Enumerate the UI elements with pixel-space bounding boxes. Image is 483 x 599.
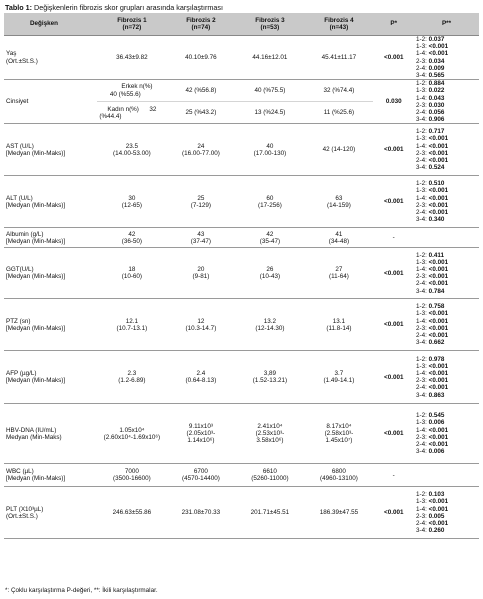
header-fibrozis-4: Fibrozis 4 (n=43) — [304, 13, 373, 36]
table-row-hbv — [4, 404, 479, 464]
row-label-wbc: WBC (µL) [Medyan (Min-Maks)] — [4, 464, 97, 487]
cell-yas-f1: 36.43±9.82 — [97, 36, 166, 80]
cell-yas-f2: 40.10±9.76 — [166, 36, 235, 80]
table-row-wbc — [4, 464, 479, 487]
cell-ggt-p: <0.001 — [373, 248, 414, 299]
cell-alt-pairwise — [414, 176, 479, 228]
cell-plt-p: <0.001 — [373, 487, 414, 539]
table-caption — [5, 3, 223, 12]
cell-alt-f2: 25 (7-129) — [166, 176, 235, 228]
pairwise-p-value: 1-4: <0.001 — [416, 266, 449, 274]
row-label-cinsiyet: Cinsiyet — [4, 80, 97, 124]
row-label-ast: AST (U/L) [Medyan (Min-Maks)] — [4, 124, 97, 176]
pairwise-p-value: 2-3: <0.001 — [416, 324, 449, 332]
cell-erkek-f3: 40 (%75.5) — [235, 80, 304, 102]
cell-ggt-f1: 18 (10-60) — [97, 248, 166, 299]
cell-hbv-pairwise — [414, 404, 479, 464]
pairwise-p-value: 1-3: <0.001 — [416, 43, 449, 51]
cell-hbv-p: <0.001 — [373, 404, 414, 464]
row-label-yas: Yaş (Ort.±St.S.) — [4, 36, 97, 80]
pairwise-p-value: 3-4: 0.662 — [416, 339, 445, 347]
cell-erkek-f4: 32 (%74.4) — [304, 80, 373, 102]
pairwise-p-value: 2-3: 0.005 — [416, 512, 445, 520]
pairwise-p-value: 2-3: <0.001 — [416, 273, 449, 281]
pairwise-p-value: 1-2: 0.037 — [416, 36, 445, 43]
pairwise-p-value: 3-4: 0.906 — [416, 116, 445, 124]
pairwise-p-value: 3-4: 0.260 — [416, 527, 445, 535]
pairwise-p-value: 1-2: 0.884 — [416, 80, 445, 88]
header-variable: Değişken — [4, 13, 97, 36]
pairwise-p-value: 2-4: <0.001 — [416, 156, 449, 164]
cell-albumin-f4: 41 (34-48) — [304, 228, 373, 248]
table-row-ast — [4, 124, 479, 176]
header-fibrozis-3: Fibrozis 3 (n=53) — [235, 13, 304, 36]
header-p: P* — [373, 13, 414, 36]
table-row-cinsiyet-erkek — [4, 80, 479, 102]
cell-hbv-f1: 1.05x10⁴ (2.60x10⁴-1.69x10⁶) — [97, 404, 166, 464]
cell-wbc-f1: 7000 (3500-16600) — [97, 464, 166, 487]
cell-ast-f3: 40 (17.00-130) — [235, 124, 304, 176]
cell-wbc-p: - — [373, 464, 414, 487]
cell-yas-f4: 45.41±11.17 — [304, 36, 373, 80]
cell-wbc-pairwise — [414, 464, 479, 487]
header-fibrozis-2: Fibrozis 2 (n=74) — [166, 13, 235, 36]
pairwise-p-value: 1-2: 0.758 — [416, 303, 445, 311]
table-row-afp — [4, 351, 479, 404]
row-label-albumin: Albumin (g/L) [Medyan (Min-Maks)] — [4, 228, 97, 248]
table-row-albumin — [4, 228, 479, 248]
cell-yas-f3: 44.16±12.01 — [235, 36, 304, 80]
pairwise-p-value: 2-4: <0.001 — [416, 440, 449, 448]
cell-albumin-f2: 43 (37-47) — [166, 228, 235, 248]
cell-ggt-pairwise — [414, 248, 479, 299]
pairwise-p-value: 1-2: 0.978 — [416, 355, 445, 363]
pairwise-p-value: 1-2: 0.510 — [416, 180, 445, 188]
cell-afp-f2: 2.4 (0.64-8.13) — [166, 351, 235, 404]
cell-alt-f1: 30 (12-65) — [97, 176, 166, 228]
pairwise-p-value: 1-3: 0.006 — [416, 419, 445, 427]
pairwise-p-value: 1-3: 0.022 — [416, 87, 445, 95]
row-label-afp: AFP (µg/L) [Medyan (Min-Maks)] — [4, 351, 97, 404]
cell-afp-f4: 3.7 (1.49-14.1) — [304, 351, 373, 404]
pairwise-p-value: 2-3: <0.001 — [416, 377, 449, 385]
pairwise-p-value: 3-4: 0.006 — [416, 448, 445, 456]
cell-ptz-f1: 12.1 (10.7-13.1) — [97, 299, 166, 351]
pairwise-p-value: 1-4: <0.001 — [416, 317, 449, 325]
row-label-ptz: PTZ (sn) [Medyan (Min-Maks)] — [4, 299, 97, 351]
pairwise-p-value: 2-3: <0.001 — [416, 201, 449, 209]
pairwise-p-value: 1-4: <0.001 — [416, 426, 449, 434]
row-label-alt: ALT (U/L) [Medyan (Min-Maks)] — [4, 176, 97, 228]
cell-plt-f1: 246.63±55.86 — [97, 487, 166, 539]
pairwise-p-value: 1-3: <0.001 — [416, 310, 449, 318]
table-row-yas — [4, 36, 479, 80]
pairwise-p-value: 1-2: 0.411 — [416, 251, 445, 259]
pairwise-p-value: 3-4: 0.784 — [416, 287, 445, 295]
cell-plt-f4: 186.39±47.55 — [304, 487, 373, 539]
cell-cinsiyet-p: 0.030 — [373, 80, 414, 124]
comparison-table — [4, 13, 479, 539]
cell-kadin-f3: 13 (%24.5) — [235, 102, 304, 124]
cell-hbv-f4: 8.17x10⁴ (2.58x10³- 1.45x10⁷) — [304, 404, 373, 464]
cell-wbc-f2: 6700 (4570-14400) — [166, 464, 235, 487]
pairwise-p-value: 1-2: 0.103 — [416, 491, 445, 499]
cell-ast-p: <0.001 — [373, 124, 414, 176]
pairwise-p-value: 2-4: <0.001 — [416, 331, 449, 339]
cell-ggt-f4: 27 (11-64) — [304, 248, 373, 299]
table-footnote: *: Çoklu karşılaştırma P-değeri, **: İkili karşılaştırmalar. — [5, 587, 158, 594]
cell-yas-p: <0.001 — [373, 36, 414, 80]
cell-ast-f4: 42 (14-120) — [304, 124, 373, 176]
cell-afp-f3: 3,89 (1.52-13.21) — [235, 351, 304, 404]
cell-erkek-label: Erkek n(%) 40 (%55.6) — [97, 80, 166, 102]
cell-alt-p: <0.001 — [373, 176, 414, 228]
cell-yas-pairwise — [414, 36, 479, 80]
pairwise-p-value: 3-4: 0.524 — [416, 164, 445, 172]
table-row-plt — [4, 487, 479, 539]
cell-ptz-f4: 13.1 (11.8-14) — [304, 299, 373, 351]
table-row-alt — [4, 176, 479, 228]
pairwise-p-value: 1-4: 0.043 — [416, 94, 445, 102]
cell-albumin-f3: 42 (35-47) — [235, 228, 304, 248]
cell-kadin-f2: 25 (%43.2) — [166, 102, 235, 124]
header-row — [4, 13, 479, 36]
cell-kadin-f4: 11 (%25.6) — [304, 102, 373, 124]
pairwise-p-value: 2-3: <0.001 — [416, 149, 449, 157]
pairwise-p-value: 3-4: 0.565 — [416, 71, 445, 79]
pairwise-p-value: 2-4: 0.009 — [416, 64, 445, 72]
cell-ptz-f2: 12 (10.3-14.7) — [166, 299, 235, 351]
cell-ast-f2: 24 (16.00-77.00) — [166, 124, 235, 176]
cell-hbv-f3: 2.41x10⁴ (2.53x10³- 3.58x10⁶) — [235, 404, 304, 464]
cell-hbv-f2: 9.11x10³ (2.05x10³- 1.14x10⁶) — [166, 404, 235, 464]
pairwise-p-value: 3-4: 0.340 — [416, 216, 445, 224]
header-fibrozis-1: Fibrozis 1 (n=72) — [97, 13, 166, 36]
pairwise-p-value: 1-3: <0.001 — [416, 187, 449, 195]
cell-afp-pairwise — [414, 351, 479, 404]
cell-afp-p: <0.001 — [373, 351, 414, 404]
row-label-hbv: HBV-DNA (IU/mL) Medyan (Min-Maks) — [4, 404, 97, 464]
pairwise-p-value: 2-4: <0.001 — [416, 519, 449, 527]
cell-afp-f1: 2.3 (1.2-6.89) — [97, 351, 166, 404]
table-row-ggt — [4, 248, 479, 299]
pairwise-p-value: 2-4: <0.001 — [416, 208, 449, 216]
cell-ggt-f3: 26 (10-43) — [235, 248, 304, 299]
pairwise-p-value: 1-2: 0.545 — [416, 412, 445, 420]
cell-cinsiyet-pairwise — [414, 80, 479, 124]
pairwise-p-value: 2-4: 0.056 — [416, 108, 445, 116]
cell-ptz-p: <0.001 — [373, 299, 414, 351]
cell-erkek-f2: 42 (%56.8) — [166, 80, 235, 102]
cell-alt-f4: 63 (14-159) — [304, 176, 373, 228]
pairwise-p-value: 1-4: <0.001 — [416, 505, 449, 513]
caption-label: Tablo 1: — [5, 3, 33, 12]
pairwise-p-value: 2-3: <0.001 — [416, 433, 449, 441]
row-label-plt: PLT (X10³µL) (Ort.±St.S.) — [4, 487, 97, 539]
pairwise-p-value: 1-4: <0.001 — [416, 194, 449, 202]
cell-ptz-pairwise — [414, 299, 479, 351]
cell-wbc-f3: 6610 (5260-11000) — [235, 464, 304, 487]
pairwise-p-value: 1-2: 0.717 — [416, 128, 445, 136]
table-row-ptz — [4, 299, 479, 351]
cell-kadin-f1: 32 (%44.4) — [99, 105, 157, 120]
pairwise-p-value: 1-4: <0.001 — [416, 50, 449, 58]
cell-plt-pairwise — [414, 487, 479, 539]
cell-wbc-f4: 6800 (4960-13100) — [304, 464, 373, 487]
pairwise-p-value: 1-3: <0.001 — [416, 362, 449, 370]
pairwise-p-value: 1-3: <0.001 — [416, 135, 449, 143]
pairwise-p-value: 1-4: <0.001 — [416, 142, 449, 150]
pairwise-p-value: 1-3: <0.001 — [416, 498, 449, 506]
cell-kadin-label: Kadın n(%) 32 (%44.4) — [97, 102, 166, 124]
cell-ast-pairwise — [414, 124, 479, 176]
pairwise-p-value: 2-4: <0.001 — [416, 280, 449, 288]
row-label-ggt: GGT(U/L) [Medyan (Min-Maks)] — [4, 248, 97, 299]
cell-albumin-p: - — [373, 228, 414, 248]
cell-plt-f3: 201.71±45.51 — [235, 487, 304, 539]
pairwise-p-value: 1-3: <0.001 — [416, 258, 449, 266]
pairwise-p-value: 2-4: <0.001 — [416, 384, 449, 392]
cell-albumin-f1: 42 (36-50) — [97, 228, 166, 248]
pairwise-p-value: 3-4: 0.863 — [416, 391, 445, 399]
pairwise-p-value: 2-3: 0.030 — [416, 101, 445, 109]
pairwise-p-value: 2-3: 0.034 — [416, 57, 445, 65]
cell-erkek-f1: 40 (%55.6) — [109, 90, 141, 98]
cell-ggt-f2: 20 (9-81) — [166, 248, 235, 299]
pairwise-p-value: 1-4: <0.001 — [416, 370, 449, 378]
cell-plt-f2: 231.08±70.33 — [166, 487, 235, 539]
cell-alt-f3: 60 (17-256) — [235, 176, 304, 228]
header-pairwise-p: P** — [414, 13, 479, 36]
cell-albumin-pairwise — [414, 228, 479, 248]
cell-ptz-f3: 13.2 (12-14.30) — [235, 299, 304, 351]
cell-ast-f1: 23.5 (14.00-53.00) — [97, 124, 166, 176]
caption-text: Değişkenlerin fibrozis skor grupları arasında karşılaştırması — [32, 3, 223, 12]
